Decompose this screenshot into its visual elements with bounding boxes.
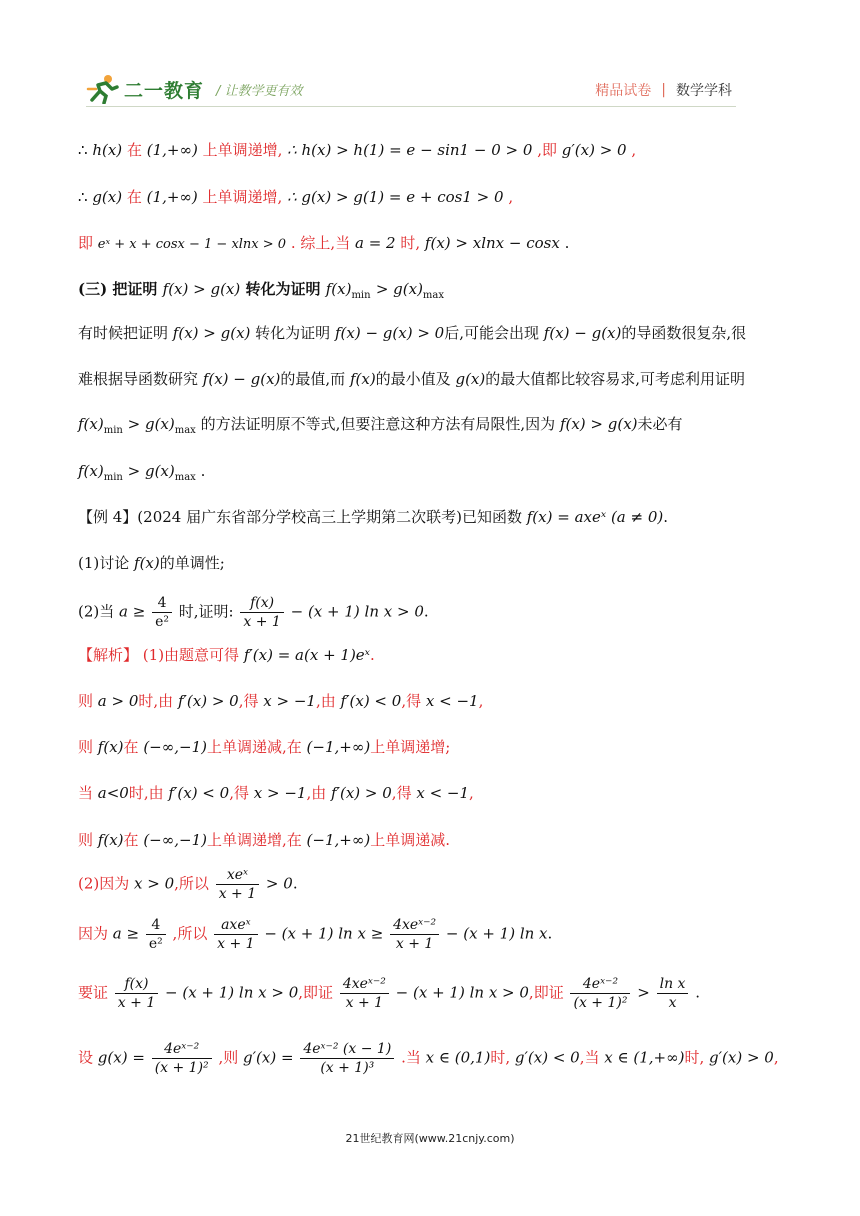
text: .: [370, 646, 375, 664]
question-2: [78, 594, 429, 631]
math: x < −1: [416, 784, 470, 802]
text: 有时候把证明: [78, 324, 169, 342]
numerator: ln x: [657, 975, 689, 994]
denominator: x: [668, 995, 677, 1011]
text: .: [200, 462, 206, 480]
line-2: [78, 186, 513, 208]
text: 后,可能会出现: [444, 324, 539, 342]
math: a ≥: [112, 924, 140, 943]
text: 综上,当: [300, 234, 351, 252]
denominator: x + 1: [117, 995, 156, 1011]
text: .: [695, 983, 701, 1002]
numerator: 4eˣ⁻² (x − 1): [300, 1040, 394, 1059]
numerator: 4: [146, 916, 166, 935]
numerator: 4: [152, 594, 172, 613]
fraction: [115, 975, 158, 1012]
subscript: max: [174, 472, 196, 483]
math: f(x): [134, 554, 160, 572]
fraction: [152, 1040, 212, 1077]
math: ∴ h(x) > h(1) = e − sin1 − 0 > 0: [287, 141, 533, 159]
math: f(x) > g(x): [172, 324, 251, 342]
math: g′(x) =: [243, 1048, 294, 1067]
text: 即: [78, 234, 94, 252]
fraction: [152, 594, 172, 631]
math: x < −1: [425, 692, 479, 710]
text: ,: [631, 141, 637, 159]
denominator: (x + 1)²: [573, 995, 628, 1011]
solution-line-3: [78, 736, 450, 758]
text: ,所以: [172, 924, 208, 943]
fraction: [146, 916, 166, 953]
denominator: (x + 1)²: [154, 1060, 209, 1076]
math: f(x) − g(x): [543, 324, 622, 342]
math: f(x) > g(x): [162, 280, 241, 298]
question-1: [78, 552, 225, 574]
text: ,由: [306, 784, 327, 802]
math: f′(x) < 0: [340, 692, 402, 710]
text: ,: [478, 692, 484, 710]
text: .: [292, 874, 298, 893]
fraction: [340, 975, 389, 1012]
text: 在: [123, 831, 139, 849]
fraction: [300, 1040, 394, 1077]
text: 的单调性;: [159, 554, 225, 572]
math: − (x + 1) ln x > 0: [165, 983, 299, 1002]
text: ,: [469, 784, 474, 802]
text: 的最大值都比较容易求,可考虑利用证明: [485, 370, 746, 388]
text: 设: [78, 1048, 94, 1067]
brand-name: 二一教育: [124, 79, 205, 102]
text: ,即证: [298, 983, 334, 1002]
math: x ∈ (0,1): [425, 1048, 491, 1067]
math: f(x) > xlnx − cosx: [424, 234, 560, 252]
text: 上单调递增,: [202, 188, 283, 206]
text: 的方法证明原不等式,但要注意这种方法有局限性,因为: [200, 415, 556, 433]
text: 时,: [400, 234, 421, 252]
math: (−1,+∞): [306, 831, 371, 849]
numerator: 4xeˣ⁻²: [390, 916, 439, 935]
math: > g(x): [127, 415, 175, 433]
text: 时,证明:: [178, 602, 234, 621]
numerator: 4eˣ⁻²: [570, 975, 630, 994]
line-1: [78, 139, 636, 161]
text: ,即证: [528, 983, 564, 1002]
denominator: x + 1: [395, 936, 434, 952]
paragraph-line-3: [78, 413, 683, 442]
text: ,: [773, 1048, 779, 1067]
math: f(x) = axeˣ (a ≠ 0): [526, 508, 664, 526]
math: g′(x) > 0: [709, 1048, 774, 1067]
math: f(x) − g(x) > 0: [334, 324, 445, 342]
solution-line-6: [78, 866, 298, 903]
math: a > 0: [97, 692, 139, 710]
brand-slogan: / 让教学更有效: [216, 83, 303, 99]
math: (−∞,−1): [143, 738, 207, 756]
math: x > −1: [263, 692, 316, 710]
text: (三) 把证明: [78, 280, 158, 298]
math: (−1,+∞): [306, 738, 371, 756]
math: h(x): [92, 141, 123, 159]
paragraph-line-2: [78, 368, 745, 390]
text: 【例 4】(2024 届广东省部分学校高三上学期第二次联考)已知函数: [78, 508, 522, 526]
math: g(x) =: [97, 1048, 145, 1067]
denominator: x + 1: [217, 936, 255, 952]
math: (1,+∞): [146, 141, 198, 159]
math: x > −1: [253, 784, 307, 802]
math: ∴ g(x) > g(1) = e + cos1 > 0: [287, 188, 504, 206]
text: ,得: [391, 784, 412, 802]
paragraph-line-4: [78, 460, 205, 489]
text: 转化为证明: [245, 280, 321, 298]
numerator: f(x): [240, 594, 283, 613]
math: − (x + 1) ln x ≥: [264, 924, 384, 943]
math: f(x): [97, 831, 124, 849]
fraction: [657, 975, 689, 1012]
math: > 0: [265, 874, 293, 893]
text: 【解析】: [78, 646, 139, 664]
text: ,当: [579, 1048, 600, 1067]
subscript: max: [174, 425, 196, 436]
fraction: [214, 916, 257, 953]
text: 的最值,而: [280, 370, 346, 388]
math: a ≥: [119, 602, 146, 621]
math: > g(x): [127, 462, 175, 480]
paper-type: 精品试卷: [595, 83, 652, 99]
math: g(x): [92, 188, 123, 206]
math: f(x): [78, 415, 104, 433]
numerator: xeˣ: [216, 866, 259, 885]
subscript: min: [103, 425, 123, 436]
solution-line-2: [78, 690, 483, 712]
solution-line-9: [78, 1040, 779, 1077]
text: ,即: [537, 141, 557, 159]
math: x > 0: [134, 874, 175, 893]
text: ,得: [229, 784, 249, 802]
header-separator: |: [661, 82, 666, 98]
math: eˣ + x + cosx − 1 − xlnx > 0: [97, 237, 287, 252]
math: x ∈ (1,+∞): [604, 1048, 685, 1067]
text: ,则: [218, 1048, 239, 1067]
text: 上单调递增,: [202, 141, 283, 159]
math: f(x): [97, 738, 124, 756]
text: ,所以: [174, 874, 209, 893]
text: 当: [78, 784, 94, 802]
example-4-heading: [78, 506, 668, 528]
math: a = 2: [354, 234, 396, 252]
denominator: (x + 1)³: [320, 1060, 375, 1076]
solution-line-5: [78, 829, 450, 851]
text: 上单调递减.: [370, 831, 450, 849]
text: 因为: [78, 924, 109, 943]
text: 在: [126, 141, 142, 159]
numerator: axeˣ: [214, 916, 257, 935]
text: 的最小值及: [375, 370, 451, 388]
math: f′(x) > 0: [331, 784, 392, 802]
math: (−∞,−1): [143, 831, 207, 849]
logo: [86, 72, 303, 106]
solution-line-4: [78, 782, 474, 804]
math: − (x + 1) ln x > 0: [290, 602, 424, 621]
text: 上单调递增;: [370, 738, 451, 756]
text: .: [547, 924, 553, 943]
text: ∴: [78, 188, 88, 206]
page-footer: 21世纪教育网(www.21cnjy.com): [345, 1132, 515, 1145]
math: > g(x): [375, 280, 423, 298]
text: .: [564, 234, 570, 252]
subscript: min: [351, 290, 371, 301]
subscript: min: [103, 472, 123, 483]
text: ,: [508, 188, 514, 206]
text: 时,由: [138, 692, 174, 710]
text: .当: [401, 1048, 421, 1067]
text: (1)讨论: [78, 554, 130, 572]
denominator: x + 1: [243, 614, 281, 630]
text: 则: [78, 738, 94, 756]
math: a<0: [97, 784, 129, 802]
text: ,由: [315, 692, 336, 710]
paragraph-line-1: [78, 322, 746, 344]
math: f′(x) = a(x + 1)eˣ: [243, 646, 371, 664]
page-header: [0, 0, 860, 110]
denominator: x + 1: [218, 886, 257, 902]
text: 时,: [684, 1048, 705, 1067]
text: 在: [126, 188, 142, 206]
fraction: [570, 975, 630, 1012]
text: 时,: [490, 1048, 511, 1067]
math: >: [637, 983, 650, 1002]
numerator: f(x): [115, 975, 158, 994]
text: (2)当: [78, 602, 115, 621]
solution-line-8: [78, 975, 700, 1012]
text: (1)由题意可得: [142, 646, 240, 664]
text: 则: [78, 831, 94, 849]
text: 在: [123, 738, 139, 756]
line-3: [78, 232, 569, 256]
solution-line-7: [78, 916, 552, 953]
math: f(x) − g(x): [202, 370, 281, 388]
text: 的导函数很复杂,很: [621, 324, 747, 342]
text: ,得: [238, 692, 259, 710]
header-tags: [595, 80, 732, 100]
subject-label: 数学学科: [676, 83, 732, 99]
math: f(x): [325, 280, 352, 298]
denominator: e²: [148, 936, 163, 952]
fraction: [390, 916, 439, 953]
math: f(x) > g(x): [559, 415, 638, 433]
math: g′(x) < 0: [514, 1048, 580, 1067]
math: f(x): [78, 462, 104, 480]
text: 要证: [78, 983, 109, 1002]
text: 时,由: [128, 784, 164, 802]
numerator: 4eˣ⁻²: [152, 1040, 212, 1059]
denominator: e²: [155, 614, 169, 630]
text: ,得: [401, 692, 422, 710]
text: 上单调递增,在: [206, 831, 302, 849]
text: 上单调递减,在: [206, 738, 302, 756]
text: 转化为证明: [255, 324, 331, 342]
fraction: [240, 594, 283, 631]
text: 则: [78, 692, 94, 710]
text: ∴: [78, 141, 88, 159]
text: .: [663, 508, 669, 526]
solution-line-1: [78, 644, 375, 666]
header-divider: [86, 106, 736, 107]
runner-logo-icon: [86, 74, 120, 104]
math: − (x + 1) ln x > 0: [395, 983, 529, 1002]
text: (2)因为: [78, 874, 130, 893]
math: g′(x) > 0: [561, 141, 627, 159]
math: f′(x) > 0: [177, 692, 239, 710]
math: f(x): [349, 370, 376, 388]
text: .: [423, 602, 429, 621]
math: g(x): [455, 370, 486, 388]
numerator: 4xeˣ⁻²: [340, 975, 389, 994]
text: .: [290, 234, 296, 252]
subscript: max: [422, 290, 445, 301]
math: f′(x) < 0: [168, 784, 230, 802]
math: − (x + 1) ln x: [445, 924, 548, 943]
math: (1,+∞): [146, 188, 198, 206]
fraction: [216, 866, 259, 903]
text: 未必有: [637, 415, 683, 433]
text: 难根据导函数研究: [78, 370, 199, 388]
denominator: x + 1: [345, 995, 384, 1011]
section-3-title: [78, 278, 444, 307]
